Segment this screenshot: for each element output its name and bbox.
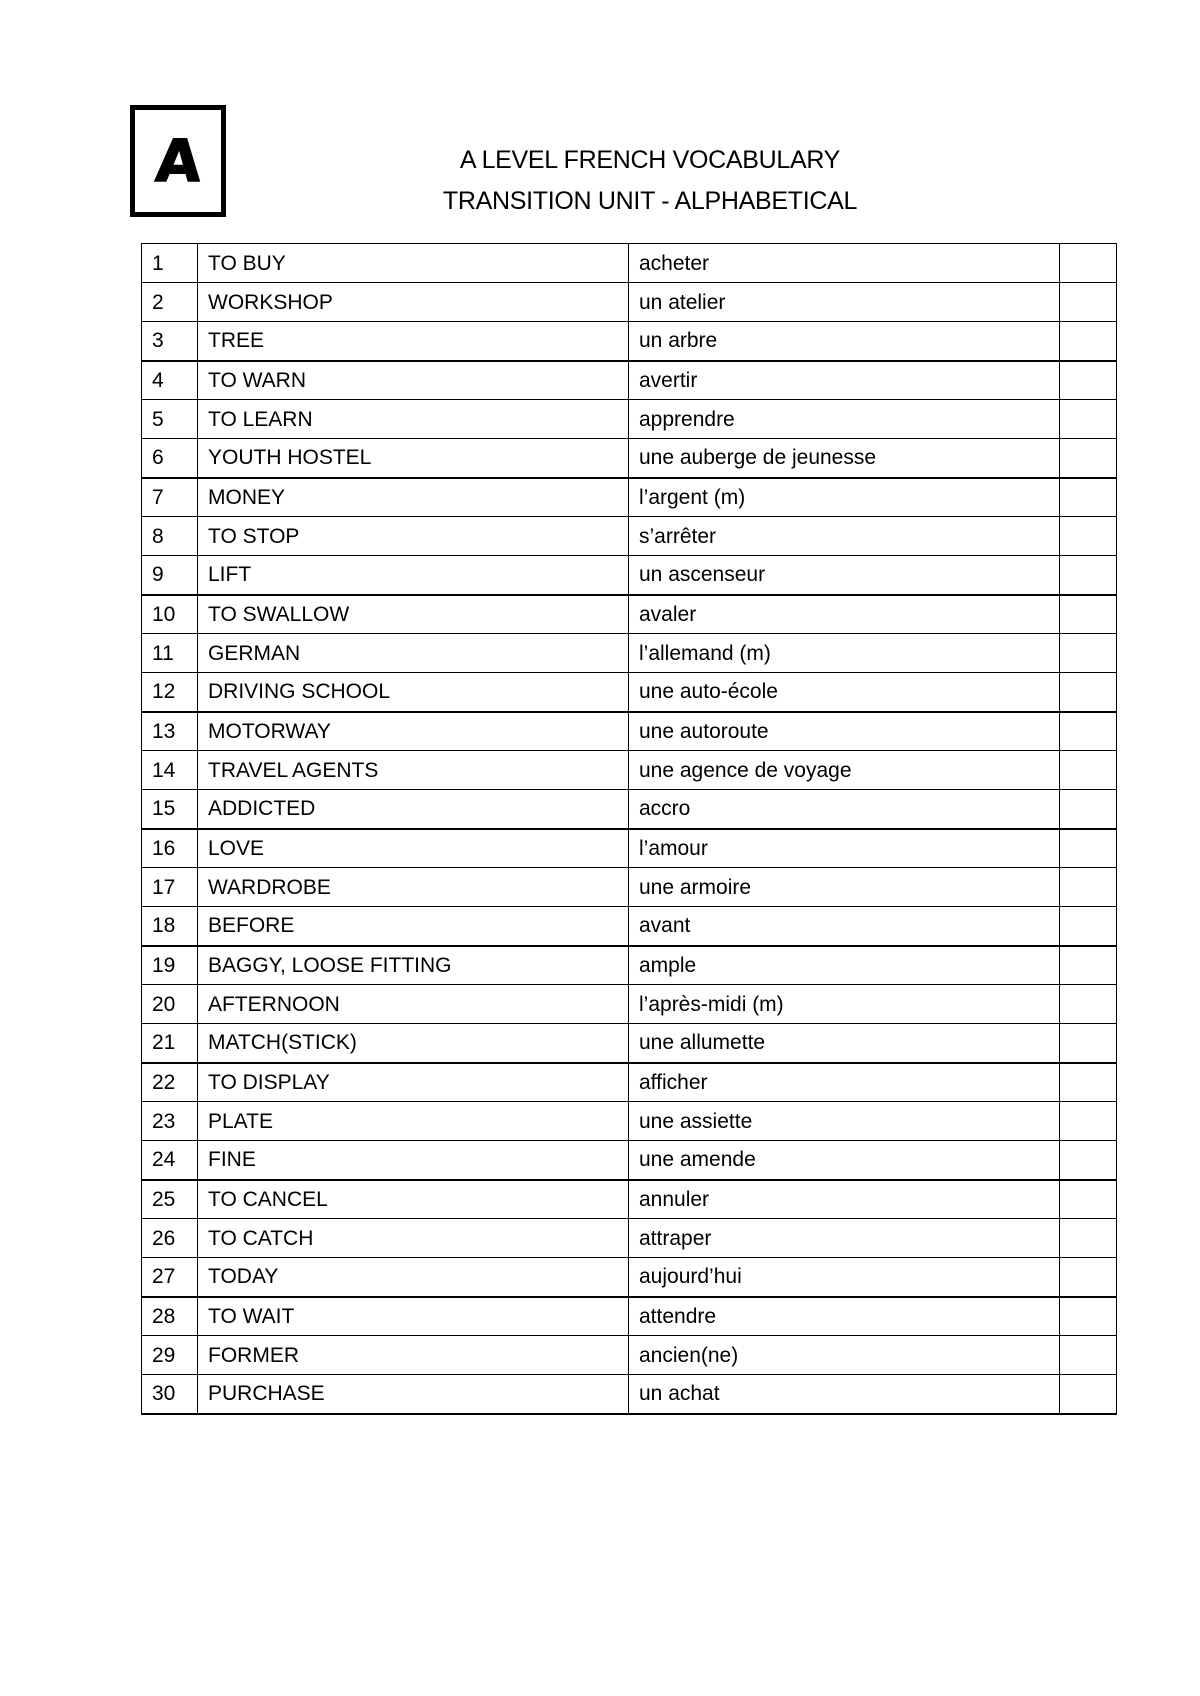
french-translation-cell: un arbre: [629, 322, 1060, 361]
checkbox-cell: [1060, 244, 1117, 283]
table-row: [142, 829, 1117, 868]
table-row: [142, 283, 1117, 322]
document-subtitle: TRANSITION UNIT - ALPHABETICAL: [442, 187, 858, 215]
checkbox-cell: [1060, 868, 1117, 907]
table-row: [142, 634, 1117, 673]
french-translation-cell: l’allemand (m): [629, 634, 1060, 673]
table-row: [142, 322, 1117, 361]
english-term-cell: MONEY: [198, 478, 629, 517]
row-number-cell: 12: [142, 673, 198, 712]
french-translation-cell: apprendre: [629, 400, 1060, 439]
row-number-cell: 26: [142, 1219, 198, 1258]
french-translation-cell: acheter: [629, 244, 1060, 283]
table-row: [142, 1063, 1117, 1102]
table-row: [142, 478, 1117, 517]
vocabulary-table: [141, 243, 1117, 1415]
english-term-cell: LOVE: [198, 829, 629, 868]
row-number-cell: 23: [142, 1102, 198, 1141]
english-term-cell: AFTERNOON: [198, 985, 629, 1024]
english-term-cell: ADDICTED: [198, 790, 629, 829]
row-number-cell: 3: [142, 322, 198, 361]
english-term-cell: FORMER: [198, 1336, 629, 1375]
table-row: [142, 556, 1117, 595]
document-header: [300, 140, 1000, 222]
table-row: [142, 361, 1117, 400]
table-row: [142, 1180, 1117, 1219]
table-row: [142, 712, 1117, 751]
checkbox-cell: [1060, 1375, 1117, 1414]
row-number-cell: 25: [142, 1180, 198, 1219]
table-row: [142, 790, 1117, 829]
row-number-cell: 16: [142, 829, 198, 868]
checkbox-cell: [1060, 985, 1117, 1024]
table-row: [142, 1102, 1117, 1141]
letter-badge: [130, 105, 226, 217]
french-translation-cell: l’argent (m): [629, 478, 1060, 517]
letter-badge-text: A: [153, 127, 203, 195]
french-translation-cell: accro: [629, 790, 1060, 829]
french-translation-cell: aujourd’hui: [629, 1258, 1060, 1297]
row-number-cell: 4: [142, 361, 198, 400]
checkbox-cell: [1060, 322, 1117, 361]
checkbox-cell: [1060, 556, 1117, 595]
english-term-cell: PURCHASE: [198, 1375, 629, 1414]
checkbox-cell: [1060, 829, 1117, 868]
row-number-cell: 21: [142, 1024, 198, 1063]
row-number-cell: 2: [142, 283, 198, 322]
french-translation-cell: attraper: [629, 1219, 1060, 1258]
checkbox-cell: [1060, 1141, 1117, 1180]
table-row: [142, 1336, 1117, 1375]
checkbox-cell: [1060, 595, 1117, 634]
row-number-cell: 6: [142, 439, 198, 478]
table-row: [142, 751, 1117, 790]
english-term-cell: YOUTH HOSTEL: [198, 439, 629, 478]
english-term-cell: TO SWALLOW: [198, 595, 629, 634]
row-number-cell: 18: [142, 907, 198, 946]
english-term-cell: TRAVEL AGENTS: [198, 751, 629, 790]
table-row: [142, 595, 1117, 634]
row-number-cell: 13: [142, 712, 198, 751]
table-row: [142, 1297, 1117, 1336]
english-term-cell: LIFT: [198, 556, 629, 595]
checkbox-cell: [1060, 1063, 1117, 1102]
french-translation-cell: une auto-école: [629, 673, 1060, 712]
row-number-cell: 19: [142, 946, 198, 985]
row-number-cell: 8: [142, 517, 198, 556]
checkbox-cell: [1060, 790, 1117, 829]
checkbox-cell: [1060, 478, 1117, 517]
english-term-cell: TO LEARN: [198, 400, 629, 439]
table-row: [142, 517, 1117, 556]
french-translation-cell: attendre: [629, 1297, 1060, 1336]
french-translation-cell: une amende: [629, 1141, 1060, 1180]
row-number-cell: 11: [142, 634, 198, 673]
row-number-cell: 9: [142, 556, 198, 595]
checkbox-cell: [1060, 673, 1117, 712]
checkbox-cell: [1060, 361, 1117, 400]
checkbox-cell: [1060, 517, 1117, 556]
french-translation-cell: l’après-midi (m): [629, 985, 1060, 1024]
row-number-cell: 24: [142, 1141, 198, 1180]
vocabulary-table-body: [142, 244, 1117, 1414]
french-translation-cell: une autoroute: [629, 712, 1060, 751]
row-number-cell: 30: [142, 1375, 198, 1414]
table-row: [142, 439, 1117, 478]
french-translation-cell: une armoire: [629, 868, 1060, 907]
table-row: [142, 985, 1117, 1024]
table-row: [142, 1024, 1117, 1063]
french-translation-cell: un ascenseur: [629, 556, 1060, 595]
table-row: [142, 868, 1117, 907]
row-number-cell: 22: [142, 1063, 198, 1102]
row-number-cell: 5: [142, 400, 198, 439]
french-translation-cell: avant: [629, 907, 1060, 946]
french-translation-cell: ample: [629, 946, 1060, 985]
table-row: [142, 1258, 1117, 1297]
english-term-cell: DRIVING SCHOOL: [198, 673, 629, 712]
french-translation-cell: avaler: [629, 595, 1060, 634]
english-term-cell: TO WARN: [198, 361, 629, 400]
checkbox-cell: [1060, 1024, 1117, 1063]
french-translation-cell: une assiette: [629, 1102, 1060, 1141]
english-term-cell: TO WAIT: [198, 1297, 629, 1336]
english-term-cell: WARDROBE: [198, 868, 629, 907]
english-term-cell: TO BUY: [198, 244, 629, 283]
french-translation-cell: l’amour: [629, 829, 1060, 868]
checkbox-cell: [1060, 1336, 1117, 1375]
english-term-cell: TODAY: [198, 1258, 629, 1297]
english-term-cell: TREE: [198, 322, 629, 361]
french-translation-cell: une auberge de jeunesse: [629, 439, 1060, 478]
checkbox-cell: [1060, 1102, 1117, 1141]
english-term-cell: TO CATCH: [198, 1219, 629, 1258]
table-row: [142, 1141, 1117, 1180]
english-term-cell: BAGGY, LOOSE FITTING: [198, 946, 629, 985]
english-term-cell: MATCH(STICK): [198, 1024, 629, 1063]
document-title: A LEVEL FRENCH VOCABULARY: [459, 146, 841, 174]
row-number-cell: 28: [142, 1297, 198, 1336]
french-translation-cell: un atelier: [629, 283, 1060, 322]
checkbox-cell: [1060, 712, 1117, 751]
row-number-cell: 10: [142, 595, 198, 634]
row-number-cell: 15: [142, 790, 198, 829]
checkbox-cell: [1060, 1297, 1117, 1336]
table-row: [142, 673, 1117, 712]
french-translation-cell: annuler: [629, 1180, 1060, 1219]
table-row: [142, 400, 1117, 439]
english-term-cell: TO DISPLAY: [198, 1063, 629, 1102]
table-row: [142, 1375, 1117, 1414]
french-translation-cell: s’arrêter: [629, 517, 1060, 556]
french-translation-cell: une agence de voyage: [629, 751, 1060, 790]
french-translation-cell: ancien(ne): [629, 1336, 1060, 1375]
row-number-cell: 7: [142, 478, 198, 517]
row-number-cell: 17: [142, 868, 198, 907]
row-number-cell: 14: [142, 751, 198, 790]
english-term-cell: MOTORWAY: [198, 712, 629, 751]
checkbox-cell: [1060, 1258, 1117, 1297]
french-translation-cell: un achat: [629, 1375, 1060, 1414]
checkbox-cell: [1060, 946, 1117, 985]
checkbox-cell: [1060, 1180, 1117, 1219]
checkbox-cell: [1060, 439, 1117, 478]
table-row: [142, 946, 1117, 985]
table-row: [142, 244, 1117, 283]
french-translation-cell: une allumette: [629, 1024, 1060, 1063]
english-term-cell: PLATE: [198, 1102, 629, 1141]
row-number-cell: 29: [142, 1336, 198, 1375]
checkbox-cell: [1060, 1219, 1117, 1258]
row-number-cell: 20: [142, 985, 198, 1024]
table-row: [142, 907, 1117, 946]
english-term-cell: FINE: [198, 1141, 629, 1180]
checkbox-cell: [1060, 634, 1117, 673]
checkbox-cell: [1060, 283, 1117, 322]
english-term-cell: BEFORE: [198, 907, 629, 946]
checkbox-cell: [1060, 907, 1117, 946]
english-term-cell: GERMAN: [198, 634, 629, 673]
row-number-cell: 1: [142, 244, 198, 283]
checkbox-cell: [1060, 751, 1117, 790]
english-term-cell: TO STOP: [198, 517, 629, 556]
french-translation-cell: afficher: [629, 1063, 1060, 1102]
row-number-cell: 27: [142, 1258, 198, 1297]
table-row: [142, 1219, 1117, 1258]
french-translation-cell: avertir: [629, 361, 1060, 400]
english-term-cell: WORKSHOP: [198, 283, 629, 322]
checkbox-cell: [1060, 400, 1117, 439]
english-term-cell: TO CANCEL: [198, 1180, 629, 1219]
